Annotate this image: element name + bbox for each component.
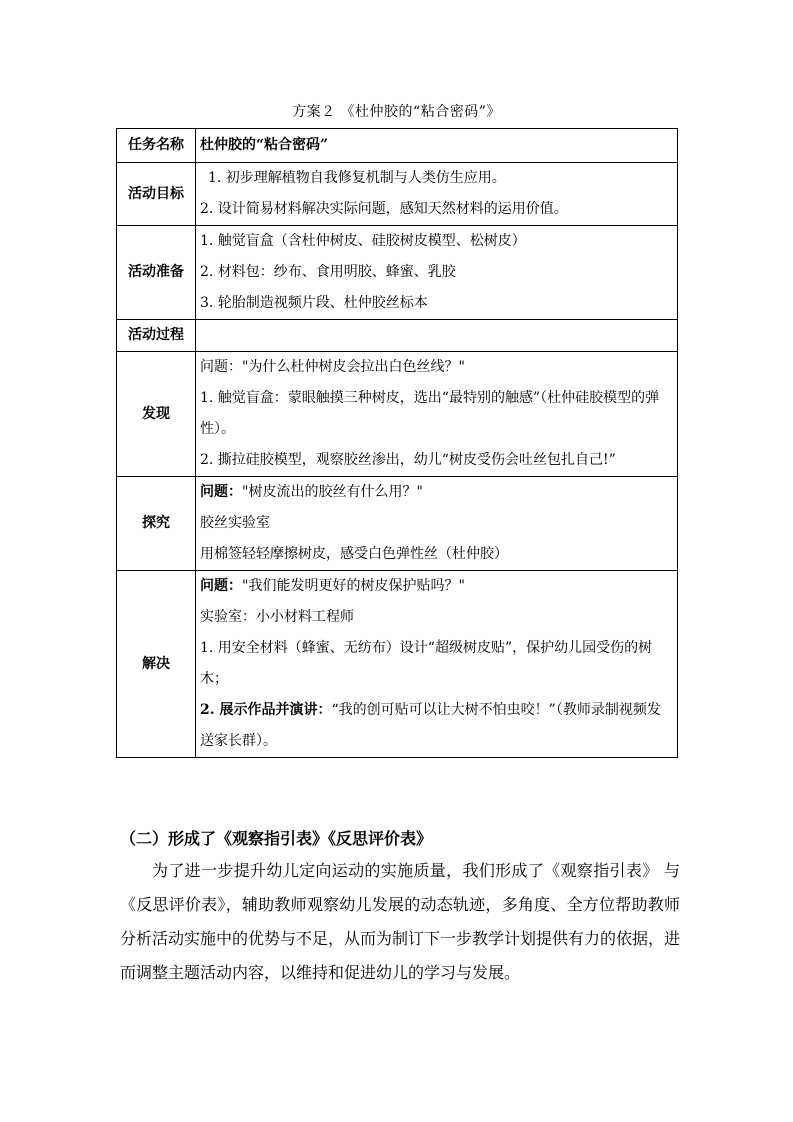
explore-label: 探究: [117, 477, 196, 571]
table-row: [117, 163, 678, 226]
table-row: [117, 320, 678, 352]
discover-question: 问题："为什么杜仲树皮会拉出白色丝线？": [200, 359, 465, 375]
solve-label: 解决: [117, 571, 196, 758]
solve-last-prefix: 2. 展示作品并演讲：: [200, 702, 332, 718]
question-text: "我们能发明更好的树皮保护贴吗？": [242, 578, 465, 594]
discover-label: 发现: [117, 352, 196, 477]
section-heading: （二）形成了《观察指引表》《反思评价表》: [120, 829, 433, 848]
table-row: [117, 477, 678, 571]
prep-cell: [196, 226, 678, 320]
prep-line: 3. 轮胎制造视频片段、杜仲胶丝标本: [200, 295, 428, 311]
goals-cell: [196, 163, 678, 226]
prep-line: 1. 触觉盲盒（含杜仲树皮、硅胶树皮模型、松树皮）: [200, 233, 526, 249]
prep-label: 活动准备: [117, 226, 196, 320]
explore-line: 用棉签轻轻摩擦树皮，感受白色弹性丝（杜仲胶）: [200, 546, 508, 562]
table-row: [117, 129, 678, 163]
question-prefix: 问题：: [200, 484, 242, 500]
table-row: [117, 352, 678, 477]
goals-label: 活动目标: [117, 163, 196, 226]
solve-question: [200, 571, 673, 602]
task-name-value: 杜仲胶的“粘合密码”: [196, 129, 678, 163]
solve-line: [200, 695, 673, 757]
solve-line: 实验室：小小材料工程师: [200, 609, 354, 625]
prep-line: 2. 材料包：纱布、食用明胶、蜂蜜、乳胶: [200, 264, 456, 280]
activity-plan-table: [116, 128, 678, 758]
explore-question: [200, 477, 673, 508]
explore-line: 胶丝实验室: [200, 515, 270, 531]
process-value: [196, 320, 678, 352]
solve-cell: [196, 571, 678, 758]
section-paragraph: 为了进一步提升幼儿定向运动的实施质量，我们形成了《观察指引表》 与《反思评价表》，辅助教师观察幼儿发展的动态轨迹，多角度、全方位帮助教师分析活动实施中的优势与不足，从而为制订下一步教学计划提供有力的依据，进而调整主题活动内容，以维持和促进幼儿的学习与发展。: [120, 861, 681, 982]
goal-line: 2. 设计简易材料解决实际问题，感知天然材料的运用价值。: [200, 201, 568, 217]
task-name-label: 任务名称: [117, 129, 196, 163]
table-row: [117, 226, 678, 320]
goal-line: 1. 初步理解植物自我修复机制与人类仿生应用。: [208, 170, 506, 186]
question-prefix: 问题：: [200, 578, 242, 594]
discover-line: 1. 触觉盲盒：蒙眼触摸三种树皮，选出“最特别的触感”（杜仲硅胶模型的弹性）。: [200, 390, 660, 437]
discover-line: 2. 撕拉硅胶模型，观察胶丝渗出，幼儿“树皮受伤会吐丝包扎自己!”: [200, 452, 616, 468]
table-caption: 方案２ 《杜仲胶的“粘合密码”》: [292, 104, 501, 120]
solve-last-text: “我的创可贴可以让大树不怕虫咬！”（教师录制视频发送家长群）。: [200, 702, 661, 749]
table-row: [117, 571, 678, 758]
question-text: "树皮流出的胶丝有什么用？": [242, 484, 423, 500]
process-label: 活动过程: [117, 320, 196, 352]
discover-cell: [196, 352, 678, 477]
solve-line: 1. 用安全材料（蜂蜜、无纺布）设计“超级树皮贴”，保护幼儿园受伤的树木；: [200, 640, 653, 687]
explore-cell: [196, 477, 678, 571]
